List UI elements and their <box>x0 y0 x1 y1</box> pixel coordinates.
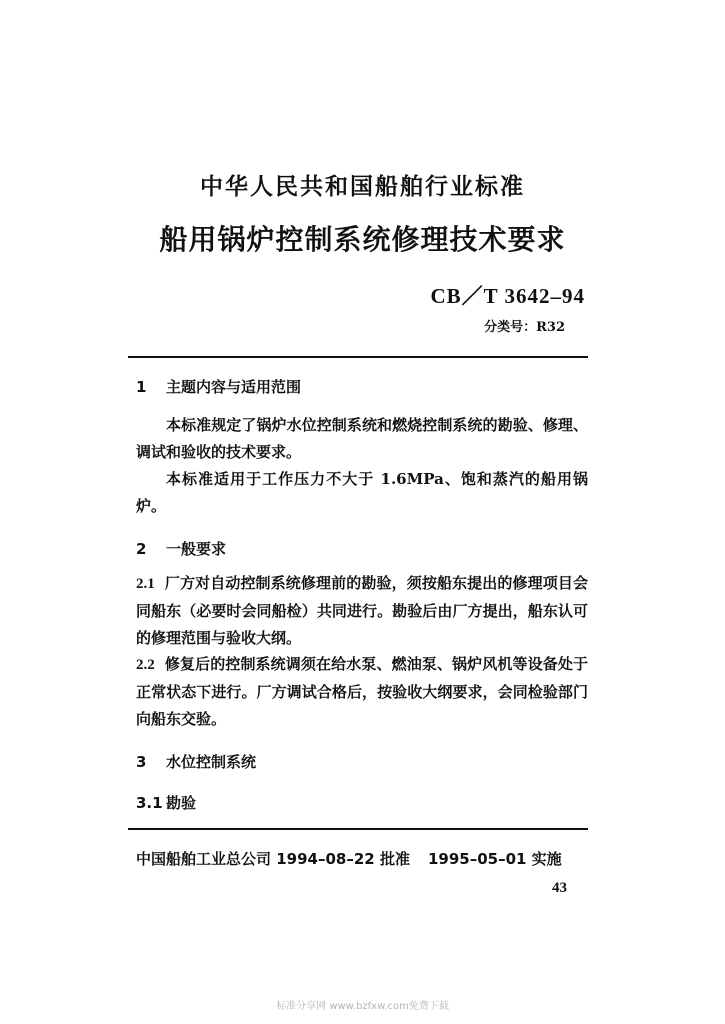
standard-code: CB／T 3642–94 <box>430 284 585 308</box>
subsection-3-1-number: 3.1 <box>136 794 163 812</box>
section-3-heading <box>136 751 256 772</box>
subsection-3-1-heading <box>136 792 196 813</box>
document-title: 船用锅炉控制系统修理技术要求 <box>159 223 566 256</box>
section-3-number: 3 <box>136 753 147 771</box>
clause-2-1-text: 厂方对自动控制系统修理前的勘验，须按船东提出的修理项目会同船东（必要时会同船检）共同进行。勘验后由厂方提出，船东认可的修理范围与验收大纲。 <box>136 574 588 647</box>
site-watermark: 标准分享网 www.bzfxw.com免费下载 <box>276 1001 449 1012</box>
issuing-body-title: 中华人民共和国船舶行业标准 <box>200 174 525 200</box>
section-2-number: 2 <box>136 540 147 558</box>
section-1-number: 1 <box>136 378 147 396</box>
header-divider <box>128 356 588 358</box>
clause-2-2-number: 2.2 <box>136 657 155 673</box>
section-1-title: 主题内容与适用范围 <box>166 378 302 396</box>
section-3-title: 水位控制系统 <box>166 753 257 771</box>
section-1-paragraph-scope: 本标准规定了锅炉水位控制系统和燃烧控制系统的勘验、修理、调试和验收的技术要求。 <box>136 416 588 461</box>
section-1-heading <box>136 376 301 397</box>
clause-2-2 <box>136 651 588 733</box>
implementation-date: 1995–05–01 实施 <box>427 850 562 868</box>
page-number: 43 <box>552 880 567 896</box>
clause-2-2-text: 修复后的控制系统调须在给水泵、燃油泵、锅炉风机等设备处于正常状态下进行。厂方调试合格后，按验收大纲要求，会同检验部门向船东交验。 <box>136 655 588 728</box>
section-2-heading <box>136 538 226 559</box>
approval-date: 中国船舶工业总公司 1994–08–22 批准 <box>136 850 410 868</box>
subsection-3-1-title: 勘验 <box>166 794 197 812</box>
section-2-title: 一般要求 <box>166 540 227 558</box>
clause-2-1-number: 2.1 <box>136 576 155 592</box>
classification-number: 分类号：R32 <box>484 320 565 335</box>
approval-footer <box>136 848 562 869</box>
section-1-paragraph-application: 本标准适用于工作压力不大于 1.6MPa、饱和蒸汽的船用锅炉。 <box>136 470 588 515</box>
footer-divider <box>128 828 588 830</box>
clause-2-1 <box>136 570 588 652</box>
